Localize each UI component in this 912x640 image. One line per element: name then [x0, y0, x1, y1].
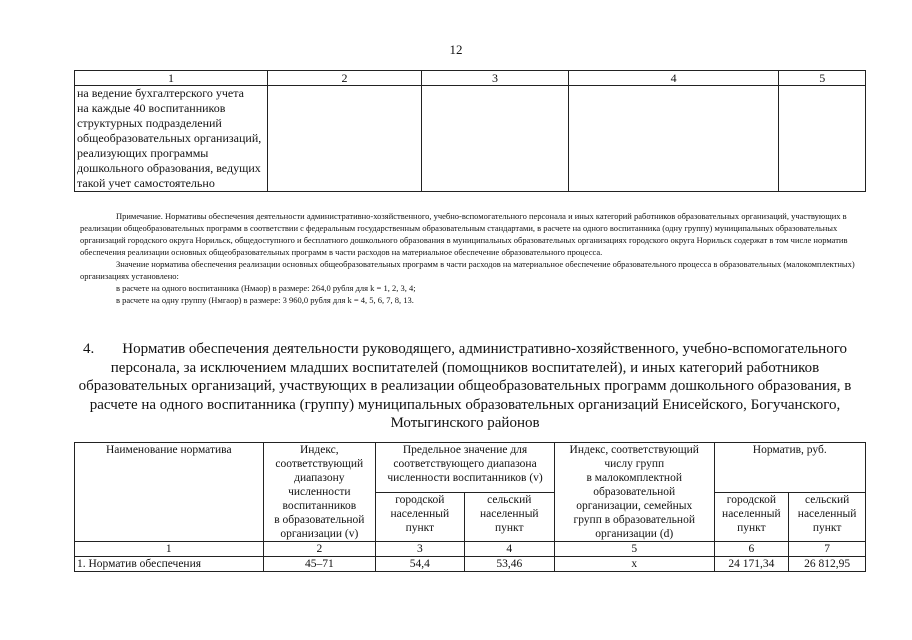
note-paragraph-1: Примечание. Нормативы обеспечения деятельности административно-хозяйственного, учебно-вспомогательного персонала и иных категорий работников образовательных организаций, участвующих в реализации общеобразовательных программ в соответствии с федеральным государственным образовательным стандартами, в расчете на одного воспитанника (одну группу) муниципальных образовательных организаций городского округа Норильск, общедоступного и бесплатного дошкольного образования в муниципальных образовательных организациях городского округа Норильск содержат в том числе норматив обеспечения реализации основных общеобразовательных программ в части расходов на материальное обеспечение образовательного процесса.	[80, 211, 848, 257]
norms-table	[74, 442, 866, 572]
row-label-line: такой учет самостоятельно	[77, 176, 215, 190]
header-index-d	[554, 443, 714, 542]
header-line: численности	[288, 486, 351, 498]
header-line: населенный	[722, 507, 781, 520]
row-label-line: структурных подразделений	[77, 116, 222, 130]
header-line: Предельное значение для	[402, 444, 528, 456]
header-name: Наименование норматива	[75, 443, 264, 542]
header-line: пункт	[495, 521, 524, 534]
header-limit-rural	[464, 492, 554, 542]
header-cell-3: 3	[422, 71, 569, 86]
header-limit	[376, 443, 555, 493]
header-line: групп в образовательной	[573, 514, 695, 526]
header-line: пункт	[812, 521, 842, 534]
header-index-v	[263, 443, 376, 542]
section-number: 4.	[83, 341, 95, 357]
table-continued	[74, 70, 866, 192]
header-line: численности воспитанников (v)	[387, 472, 543, 484]
row-label-line: дошкольного образования, ведущих	[77, 161, 261, 175]
header-line: городской	[726, 493, 776, 506]
header-line: образовательной	[593, 486, 676, 498]
table-row	[75, 86, 866, 192]
column-index-row	[75, 542, 866, 557]
empty-cell	[267, 86, 421, 192]
row-label-line: на ведение бухгалтерского учета	[77, 86, 244, 100]
row-norm-urban-cell: 24 171,34	[714, 557, 789, 572]
row-limit-rural-cell: 53,46	[464, 557, 554, 572]
table-row	[75, 557, 866, 572]
header-line: сельский	[804, 493, 850, 506]
header-line: сельский	[487, 493, 532, 506]
index-cell: 3	[376, 542, 464, 557]
index-cell: 5	[554, 542, 714, 557]
row-name-cell: 1. Норматив обеспечения	[75, 557, 264, 572]
header-line: организации (d)	[595, 528, 674, 540]
header-line: соответствующий	[275, 458, 364, 470]
header-line: городской	[395, 493, 445, 506]
index-cell: 2	[263, 542, 376, 557]
header-line: организации (v)	[280, 528, 359, 540]
row-label-line: реализующих программы	[77, 146, 209, 160]
header-line: Индекс, соответствующий	[569, 444, 699, 456]
header-line: организации, семейных	[576, 500, 693, 512]
table-header-row	[75, 71, 866, 86]
header-cell-1: 1	[75, 71, 268, 86]
header-cell-5: 5	[779, 71, 866, 86]
header-line: пункт	[737, 521, 766, 534]
note-paragraph-2: Значение норматива обеспечения реализации основных общеобразовательных программ в части расходов на материальное обеспечение образовательного процесса в образовательных (малокомплектных) организациях установлено:	[80, 259, 855, 281]
note-paragraph-4: в расчете на одну группу (Нмгаор) в размере: 3 960,0 рубля для k = 4, 5, 6, 7, 8, 13.	[116, 295, 414, 305]
header-line: в малокомплектной	[586, 472, 682, 484]
header-line: числу групп	[604, 458, 665, 470]
header-line: воспитанников	[282, 500, 357, 512]
row-label-line: общеобразовательных организаций,	[77, 131, 262, 145]
note-paragraph-3: в расчете на одного воспитанника (Нмаор) в размере: 264,0 рубля для k = 1, 2, 3, 4;	[116, 283, 416, 293]
header-line: соответствующего диапазона	[393, 458, 537, 470]
header-line: пункт	[405, 521, 435, 534]
header-line: населенный	[479, 507, 539, 520]
header-limit-urban	[376, 492, 464, 542]
header-cell-2: 2	[267, 71, 421, 86]
row-norm-rural-cell: 26 812,95	[789, 557, 866, 572]
index-cell: 4	[464, 542, 554, 557]
empty-cell	[568, 86, 779, 192]
row-limit-urban-cell: 54,4	[376, 557, 464, 572]
section-heading	[70, 340, 860, 433]
row-label-line: на каждые 40 воспитанников	[77, 101, 226, 115]
row-index-d-cell: x	[554, 557, 714, 572]
header-line: Индекс,	[299, 444, 339, 456]
header-cell-4: 4	[568, 71, 779, 86]
empty-cell	[422, 86, 569, 192]
header-line: населенный	[797, 507, 857, 520]
page-number: 12	[449, 42, 463, 57]
table-header-row	[75, 443, 866, 493]
index-cell: 1	[75, 542, 264, 557]
empty-cell	[779, 86, 866, 192]
section-title: Норматив обеспечения деятельности руководящего, административно-хозяйственного, учебно-вспомогательного персонала, за исключением младших воспитателей (помощников воспитателей), и иных категорий работников образовательных организаций, участвующих в реализации общеобразовательных программ дошкольного образования, в расчете на одного воспитанника (группу) муниципальных образовательных организаций Енисейского, Богучанского, Мотыгинского районов	[78, 341, 852, 431]
index-cell: 6	[714, 542, 789, 557]
header-line: в образовательной	[274, 514, 365, 526]
row-label-cell	[75, 86, 268, 192]
header-norm: Норматив, руб.	[714, 443, 866, 493]
note-block	[80, 210, 870, 306]
header-norm-urban	[714, 492, 789, 542]
header-line: диапазону	[294, 472, 345, 484]
header-norm-rural	[789, 492, 866, 542]
header-line: населенный	[390, 507, 450, 520]
row-index-v-cell: 45–71	[263, 557, 376, 572]
index-cell: 7	[789, 542, 866, 557]
